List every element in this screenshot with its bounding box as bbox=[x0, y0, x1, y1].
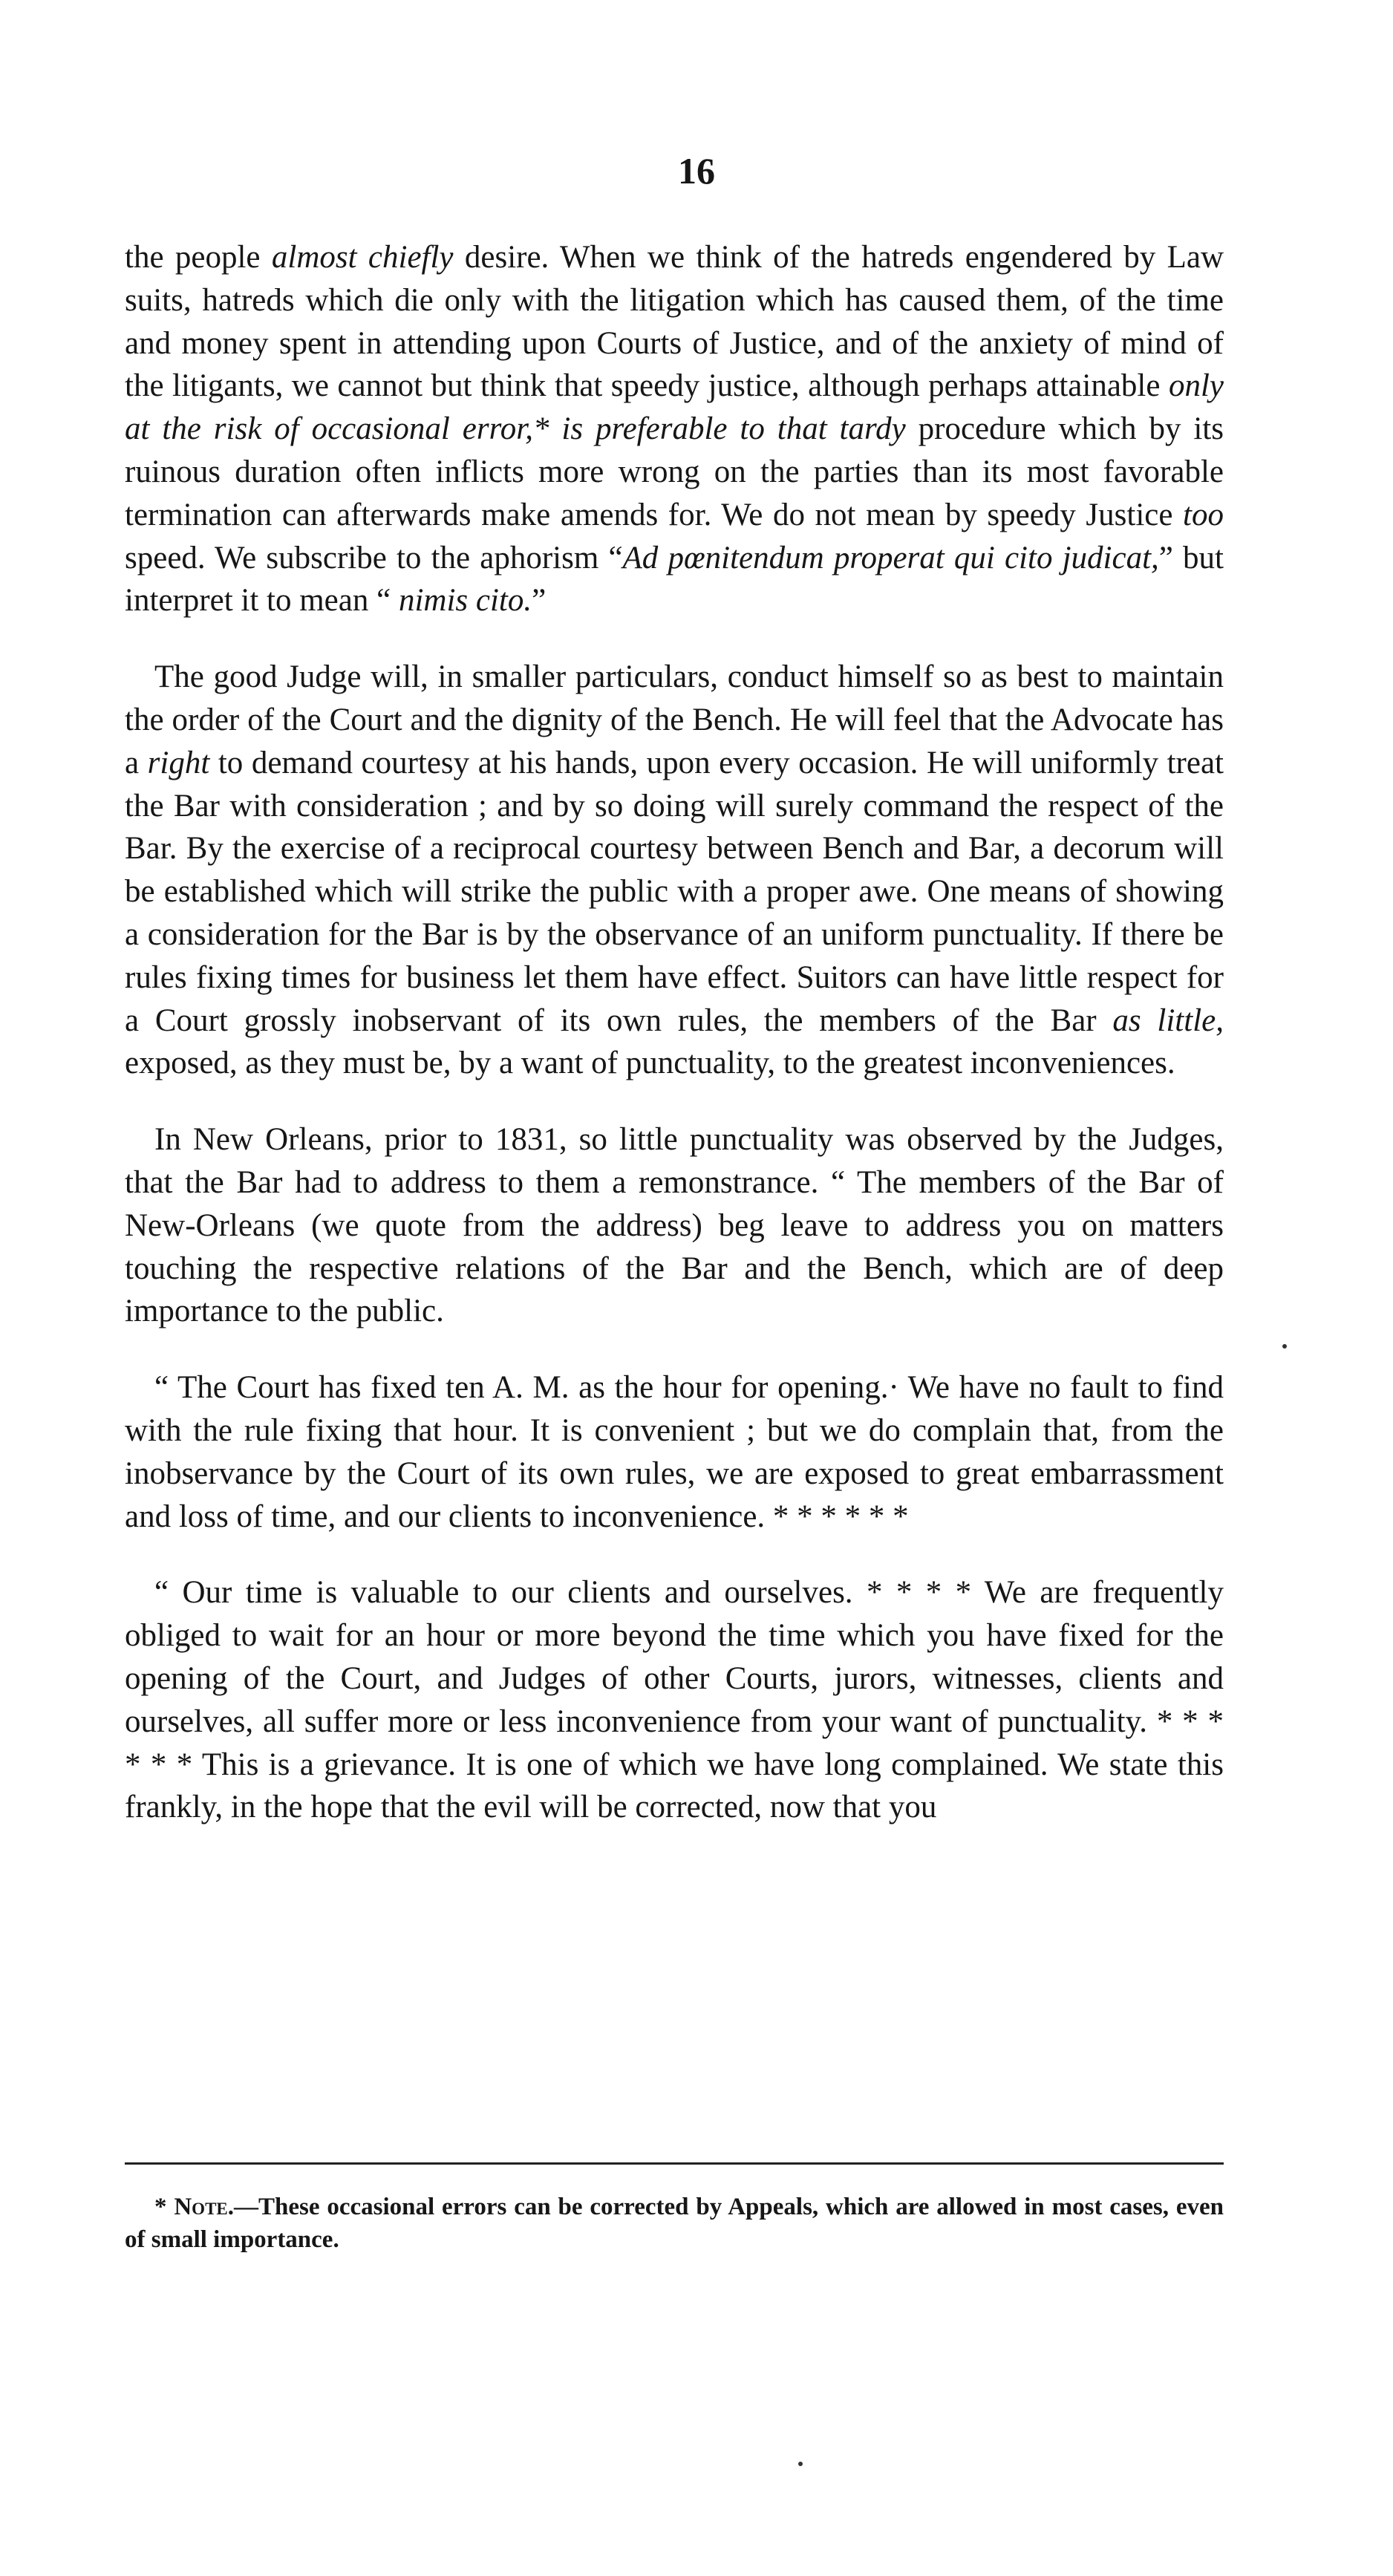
ink-speck bbox=[798, 2462, 803, 2466]
page-number: 16 bbox=[678, 150, 715, 192]
text-run: speed. We subscribe to the aphorism “ bbox=[125, 540, 623, 575]
text-run: The good Judge will, in smaller particulars, conduct himself so as best to maintain the order of the Court and the dignity of the Bench. He will feel that the Advocate has a bbox=[125, 659, 1224, 780]
footnote-marker: * bbox=[154, 2194, 174, 2220]
text-run: desire. When we think of the hatreds engendered by Law suits, hatreds which die only with the litigation which has caused them, of the time and money spent in attending upon Courts of Justice, and of the anxiety of mind of the litigants, we cannot but think that speedy justice, although perhaps attainable bbox=[125, 240, 1224, 404]
paragraph bbox=[125, 1366, 1224, 1538]
italic-text: too bbox=[1183, 497, 1224, 532]
text-run: ” bbox=[532, 583, 547, 619]
footnote-divider bbox=[125, 2162, 1224, 2165]
italic-text: as little, bbox=[1112, 1002, 1224, 1038]
footnote-text: —These occasional errors can be corrected by Appeals, which are allowed in most cases, even of small importance. bbox=[125, 2194, 1224, 2253]
text-run: In New Orleans, prior to 1831, so little punctuality was observed by the Judges, that the Bar had to address to them a remonstrance. “ The members of the Bar of New-Orleans (we quote from the address) beg leave to address you on matters touching the respective relations of the Bar and the Bench, which are of deep importance to the public. bbox=[125, 1122, 1224, 1329]
text-run: the people bbox=[125, 240, 272, 275]
paragraph bbox=[125, 1571, 1224, 1829]
footnote-label: Note. bbox=[174, 2194, 234, 2220]
ink-speck bbox=[1282, 1344, 1287, 1349]
italic-text: almost chiefly bbox=[271, 240, 454, 275]
paragraph bbox=[125, 236, 1224, 622]
text-run: “ Our time is valuable to our clients and ourselves. * * * * We are frequently obliged to wait for an hour or more beyond the time which you have fixed for the opening of the Court, and Judges of other Courts, jurors, witnesses, clients and ourselves, all suffer more or less inconvenience from your want of punctuality. * * * * * * This is a grievance. It is one of which we have long complained. We state this frankly, in the hope that the evil will be corrected, now that you bbox=[125, 1575, 1224, 1825]
italic-text: Ad pœnitendum properat qui cito judicat, bbox=[622, 540, 1159, 575]
text-run: to demand courtesy at his hands, upon every occasion. He will uniformly treat the Bar with consideration ; and by so doing will surely command the respect of the Bar. By the exercise of a reciprocal courtesy between Bench and Bar, a decorum will be established which will strike the public with a proper awe. One means of showing a consideration for the Bar is by the observance of an uniform punctuality. If there be rules fixing times for business let them have effect. Suitors can have little respect for a Court grossly inobservant of its own rules, the members of the Bar bbox=[125, 745, 1224, 1038]
footnote bbox=[125, 2191, 1224, 2256]
italic-text: right bbox=[147, 745, 210, 780]
paragraph bbox=[125, 1118, 1224, 1333]
text-run: exposed, as they must be, by a want of punctuality, to the greatest inconveniences. bbox=[125, 1046, 1175, 1081]
italic-text: nimis cito. bbox=[398, 583, 532, 619]
text-run: “ The Court has fixed ten A. M. as the hour for opening.· We have no fault to find with the rule fixing that hour. It is convenient ; but we do complain that, from the inobservance by the Court of its own rules, we are exposed to great embarrassment and loss of time, and our clients to inconvenience. * * * * * * bbox=[125, 1370, 1224, 1534]
body-text bbox=[125, 236, 1224, 1829]
paragraph bbox=[125, 656, 1224, 1085]
text-run: ” but interpret it to mean “ bbox=[125, 540, 1224, 619]
text-run: procedure which by its ruinous duration often inflicts more wrong on the parties than its most favorable termination can afterwards make amends for. We do not mean by speedy Justice bbox=[125, 411, 1224, 532]
italic-text: only at the risk of occasional error,* is preferable to that tardy bbox=[125, 368, 1224, 447]
